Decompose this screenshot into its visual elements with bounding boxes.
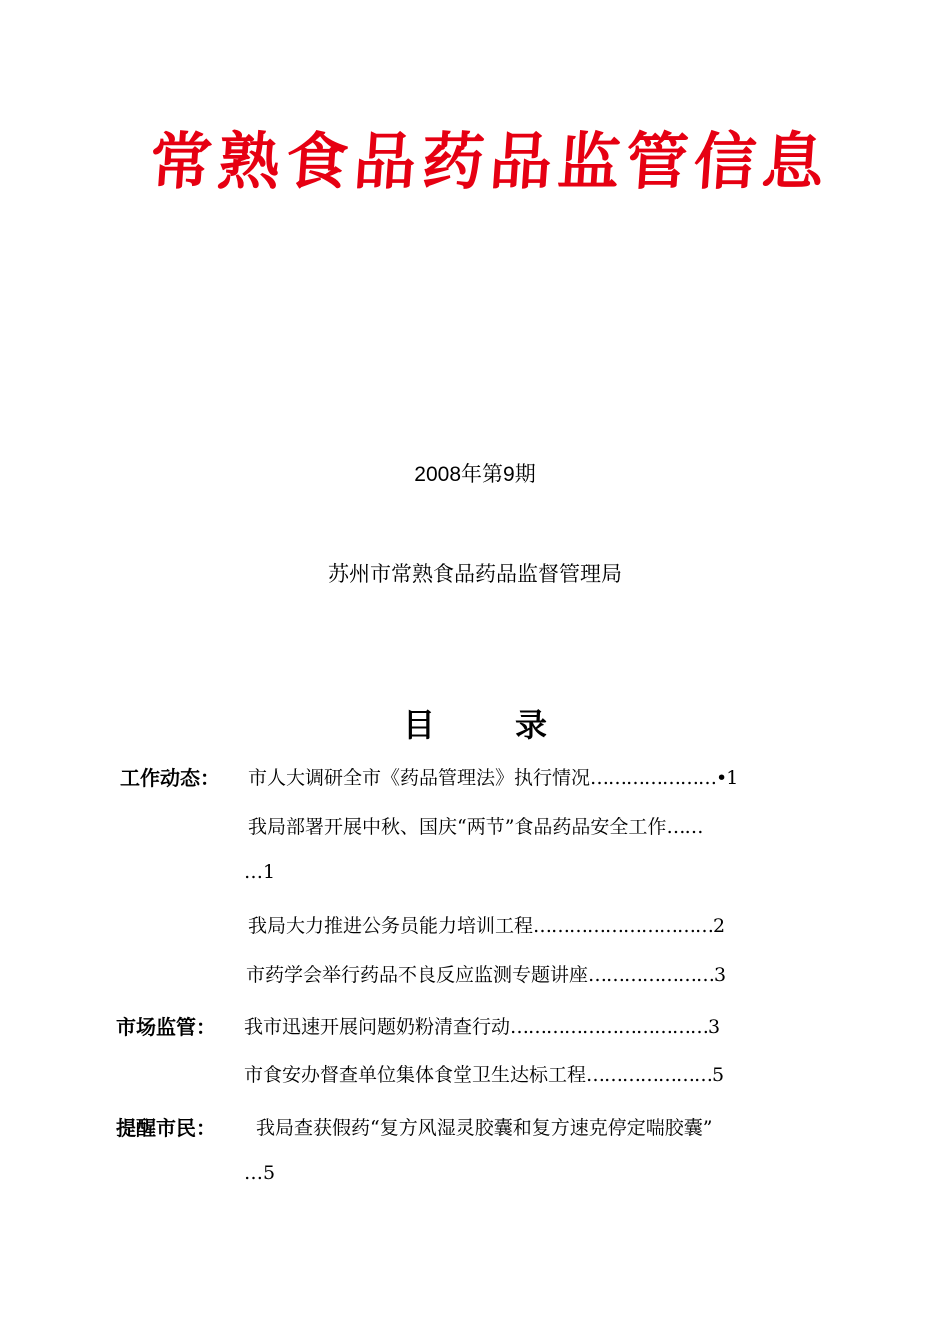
toc-entry[interactable]	[244, 1012, 720, 1039]
toc-entry-page: 2	[713, 915, 726, 937]
toc-entry[interactable]	[248, 812, 702, 839]
toc-entry-page: …1	[244, 861, 276, 883]
toc-entry-page: …5	[244, 1162, 276, 1184]
toc-entry[interactable]	[256, 1113, 712, 1140]
toc-entry-title: 我局大力推进公务员能力培训工程	[248, 915, 534, 937]
toc-heading-char-2: 录	[515, 706, 548, 744]
toc-category-public-reminder: 提醒市民：	[116, 1116, 216, 1140]
toc-entry-title: 我市迅速开展问题奶粉清查行动	[244, 1016, 511, 1038]
toc-heading-char-1: 目	[402, 706, 435, 744]
toc-entry-title: 市药学会举行药品不良反应监测专题讲座	[246, 964, 589, 986]
toc-entry[interactable]	[244, 1060, 724, 1087]
toc-entry-title: 我局部署开展中秋、国庆“两节”食品药品安全工作	[248, 816, 667, 838]
toc-leader: …………………	[588, 964, 715, 986]
toc-leader: …………………	[586, 1064, 713, 1086]
toc-entry-title: 市食安办督查单位集体食堂卫生达标工程	[244, 1064, 587, 1086]
masthead-title: 常熟食品药品监管信息	[147, 125, 833, 198]
publisher-name: 苏州市常熟食品药品监督管理局	[328, 562, 622, 586]
toc-entry[interactable]	[246, 960, 726, 987]
toc-leader: ……………………………	[510, 1016, 709, 1038]
toc-leader: ……	[666, 816, 703, 838]
toc-entry-continuation	[244, 1162, 275, 1184]
toc-category-work-news: 工作动态：	[120, 766, 220, 790]
toc-entry-title: 我局查获假药“复方风湿灵胶囊和复方速克停定喘胶囊”	[256, 1117, 713, 1139]
toc-entry[interactable]	[248, 911, 725, 938]
toc-entry-page: 3	[714, 964, 727, 986]
toc-entry[interactable]	[248, 763, 738, 790]
toc-category-market-supervision: 市场监管：	[116, 1015, 216, 1039]
toc-leader: …………………•	[590, 767, 727, 789]
toc-leader: …………………………	[533, 915, 714, 937]
toc-entry-continuation	[244, 861, 275, 883]
toc-entry-page: 5	[712, 1064, 725, 1086]
toc-entry-page: 3	[708, 1016, 721, 1038]
issue-number: 2008年第9期	[414, 463, 536, 486]
toc-entry-page: 1	[726, 767, 739, 789]
toc-entry-title: 市人大调研全市《药品管理法》执行情况	[248, 767, 591, 789]
